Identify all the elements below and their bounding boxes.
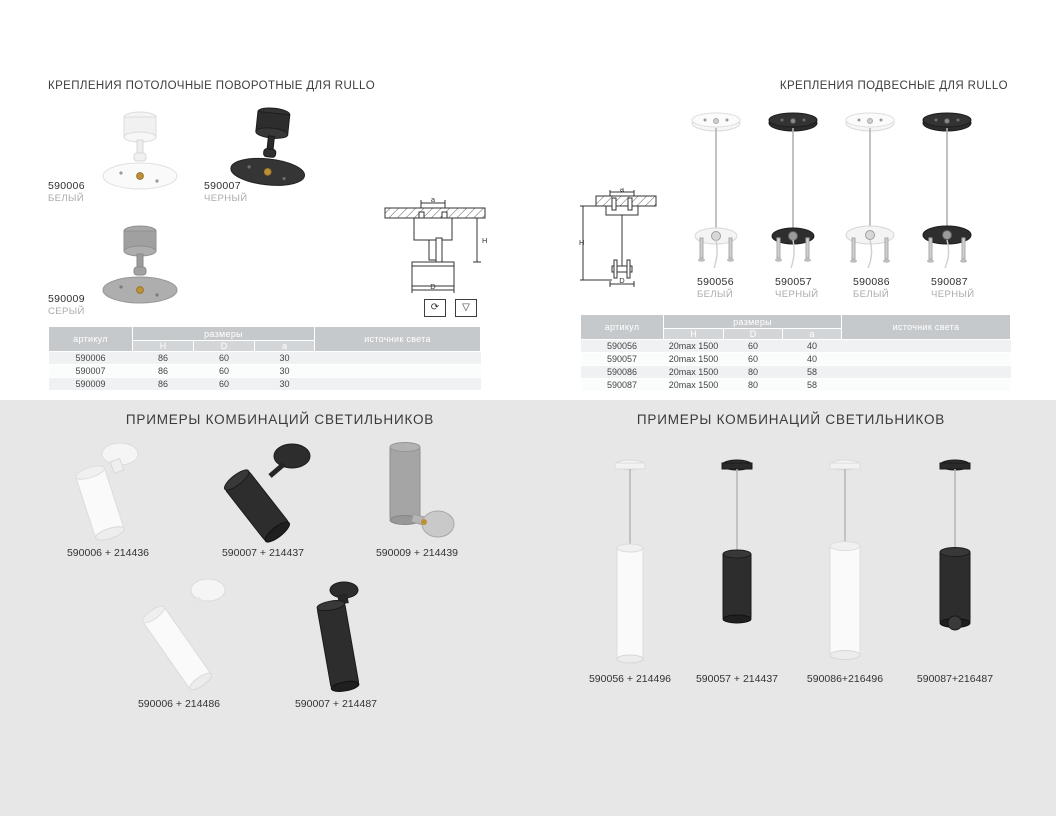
product-photo-590006 [95, 104, 185, 204]
product-label-590006 [48, 180, 85, 204]
combo-photo-590009-214439 [368, 438, 468, 546]
cell-source [842, 366, 1011, 379]
combos-left-title: ПРИМЕРЫ КОМБИНАЦИЙ СВЕТИЛЬНИКОВ [125, 412, 435, 427]
dim-label-a: a [619, 188, 625, 194]
article-number: 590086 [853, 276, 890, 288]
product-label-590057 [775, 276, 819, 300]
combo-photo-590007-214487 [292, 578, 392, 693]
cell-a: 58 [783, 366, 842, 379]
product-photo-590086 [835, 110, 905, 272]
combo-photo-590007-214437 [212, 436, 322, 546]
dim-label-d: D [430, 282, 436, 291]
subheader-H: H [664, 329, 724, 340]
product-label-590007 [204, 180, 248, 204]
cell-source [315, 365, 481, 378]
combo-photo-590006-214486 [132, 574, 242, 692]
header-light-source: источник света [315, 327, 481, 352]
table-row [581, 353, 1011, 366]
subheader-D: D [724, 329, 783, 340]
header-article: артикул [49, 327, 133, 352]
combo-label: 590006 + 214436 [66, 547, 150, 559]
product-label-590056 [697, 276, 734, 300]
subheader-D: D [194, 341, 255, 352]
header-dimensions: размеры [133, 327, 315, 341]
cell-a: 30 [255, 365, 315, 378]
left-spec-table [48, 326, 481, 391]
subheader-a: a [783, 329, 842, 340]
cell-article: 590086 [581, 366, 664, 379]
product-photo-590009 [95, 218, 185, 318]
cell-source [842, 379, 1011, 392]
cell-d: 60 [194, 378, 255, 391]
cell-a: 40 [783, 340, 842, 353]
cell-d: 60 [194, 365, 255, 378]
left-section-title: КРЕПЛЕНИЯ ПОТОЛОЧНЫЕ ПОВОРОТНЫЕ ДЛЯ RULLO [48, 80, 376, 92]
table-row [581, 340, 1011, 353]
product-photo-590087 [912, 110, 982, 272]
color-name: ЧЕРНЫЙ [931, 289, 975, 300]
table-row [49, 352, 481, 365]
subheader-a: a [255, 341, 315, 352]
color-name: СЕРЫЙ [48, 306, 85, 317]
cell-article: 590007 [49, 365, 133, 378]
product-photo-590057 [758, 110, 828, 272]
header-light-source: источник света [842, 315, 1011, 340]
certification-icons [424, 299, 477, 317]
product-label-590086 [853, 276, 890, 300]
dim-label-h: H [579, 238, 585, 247]
cell-h: 20max 1500 [664, 340, 724, 353]
combo-label: 590056 + 214496 [588, 673, 672, 685]
article-number: 590087 [931, 276, 968, 288]
dim-label-a: a [430, 198, 436, 204]
color-name: ЧЕРНЫЙ [204, 193, 248, 204]
right-spec-table [580, 314, 1011, 392]
cell-d: 60 [724, 340, 783, 353]
cell-article: 590006 [49, 352, 133, 365]
table-row [581, 366, 1011, 379]
combo-photo-590087-216487 [920, 455, 990, 667]
mount-type-icon: ▽ [455, 299, 477, 317]
combo-label: 590057 + 214437 [695, 673, 779, 685]
cell-source [315, 378, 481, 391]
cell-h: 20max 1500 [664, 366, 724, 379]
combos-right-title: ПРИМЕРЫ КОМБИНАЦИЙ СВЕТИЛЬНИКОВ [636, 412, 946, 427]
product-photo-590056 [681, 110, 751, 272]
color-name: БЕЛЫЙ [697, 289, 734, 300]
table-row [581, 379, 1011, 392]
cell-h: 86 [133, 378, 194, 391]
dim-label-d: D [619, 276, 625, 285]
combo-photo-590086-216496 [810, 455, 880, 667]
subheader-H: H [133, 341, 194, 352]
header-dimensions: размеры [664, 315, 842, 329]
combo-label: 590007 + 214487 [294, 698, 378, 710]
cell-d: 80 [724, 366, 783, 379]
combo-label: 590009 + 214439 [375, 547, 459, 559]
swivel-icon: ⟳ [424, 299, 446, 317]
article-number: 590007 [204, 180, 241, 192]
table-row [49, 365, 481, 378]
combo-label: 590086+216496 [806, 673, 884, 685]
combo-label: 590087+216487 [916, 673, 994, 685]
dim-label-h: H [482, 236, 488, 245]
cell-article: 590087 [581, 379, 664, 392]
article-number: 590009 [48, 293, 85, 305]
cell-source [842, 353, 1011, 366]
swivel-mount-gray-image [95, 218, 185, 318]
color-name: БЕЛЫЙ [853, 289, 890, 300]
right-technical-drawing [578, 188, 664, 290]
combo-photo-590057-214437 [702, 455, 772, 667]
cell-article: 590057 [581, 353, 664, 366]
article-number: 590006 [48, 180, 85, 192]
header-article: артикул [581, 315, 664, 340]
cell-a: 40 [783, 353, 842, 366]
combo-photo-590006-214436 [58, 438, 168, 546]
cell-d: 60 [194, 352, 255, 365]
cell-d: 80 [724, 379, 783, 392]
table-row [49, 378, 481, 391]
right-section-title: КРЕПЛЕНИЯ ПОДВЕСНЫЕ ДЛЯ RULLO [779, 80, 1008, 92]
combo-photo-590056-214496 [595, 455, 665, 667]
cell-h: 20max 1500 [664, 353, 724, 366]
cell-a: 30 [255, 378, 315, 391]
cell-source [842, 340, 1011, 353]
cell-source [315, 352, 481, 365]
combo-label: 590006 + 214486 [137, 698, 221, 710]
product-label-590009 [48, 293, 85, 317]
swivel-mount-white-image [95, 104, 185, 204]
cell-article: 590009 [49, 378, 133, 391]
cell-d: 60 [724, 353, 783, 366]
combo-label: 590007 + 214437 [221, 547, 305, 559]
cell-a: 58 [783, 379, 842, 392]
left-technical-drawing [383, 198, 489, 294]
article-number: 590057 [775, 276, 812, 288]
cell-h: 86 [133, 365, 194, 378]
color-name: ЧЕРНЫЙ [775, 289, 819, 300]
cell-h: 86 [133, 352, 194, 365]
cell-a: 30 [255, 352, 315, 365]
cell-h: 20max 1500 [664, 379, 724, 392]
color-name: БЕЛЫЙ [48, 193, 85, 204]
cell-article: 590056 [581, 340, 664, 353]
article-number: 590056 [697, 276, 734, 288]
product-label-590087 [931, 276, 975, 300]
